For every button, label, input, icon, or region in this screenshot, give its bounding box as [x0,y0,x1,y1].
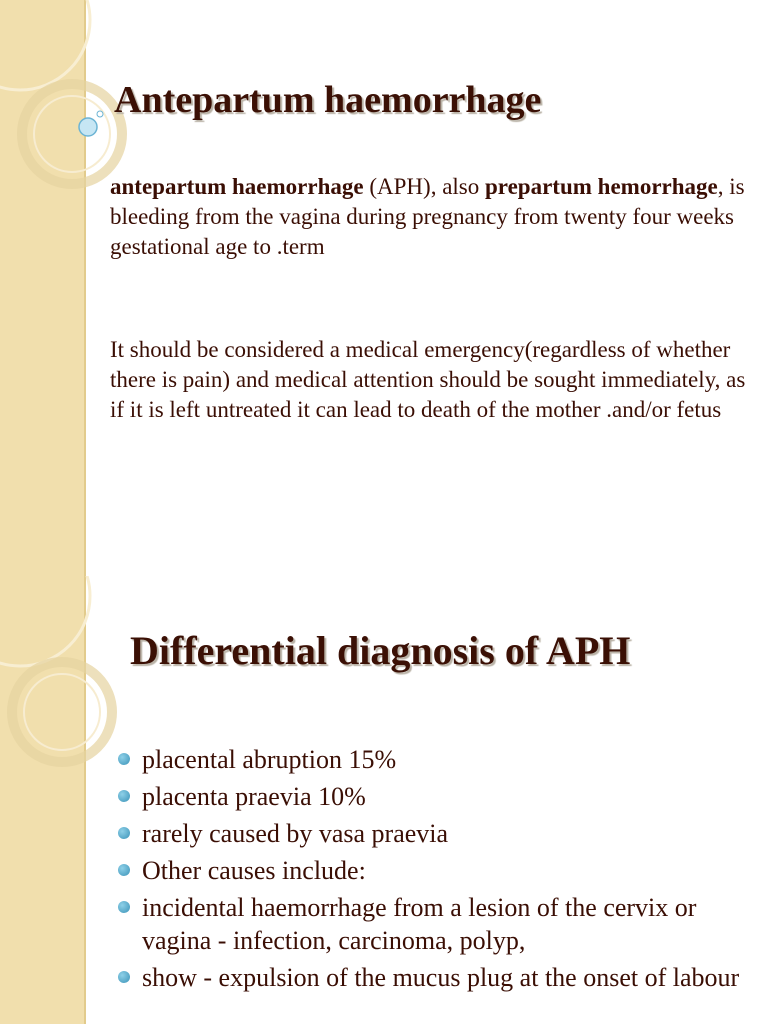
slide-differential-diagnosis [0,576,768,1024]
bullet-icon [118,753,130,765]
slide-title: Antepartum haemorrhage [114,79,542,121]
list-item: placenta praevia 10% [118,780,758,813]
bullet-icon [118,790,130,802]
list-item: show - expulsion of the mucus plug at the onset of labour [118,961,758,994]
abbrev-text: (APH), also [363,174,485,199]
decorative-circles [0,576,130,836]
bullet-icon [118,971,130,983]
list-item: Other causes include: [118,854,758,887]
bullet-icon [118,827,130,839]
term-hemorrhage: hemorrhage [597,174,718,199]
bullet-icon [118,864,130,876]
bullet-list [118,743,758,998]
list-item: rarely caused by vasa praevia [118,817,758,850]
definition-rest: , is bleeding from the vagina during pregnancy from twenty four weeks gestational age to .term [110,174,745,259]
emergency-paragraph: It should be considered a medical emergency(regardless of whether there is pain) and medical attention should be sought immediately, as if it is left untreated it can lead to death of the mother .and/or fetus [110,337,746,422]
term-antepartum: antepartum haemorrhage [110,174,364,199]
list-item: incidental haemorrhage from a lesion of the cervix or vagina - infection, carcinoma, polyp, [118,891,758,957]
list-item: placental abruption 15% [118,743,758,776]
bullet-icon [118,901,130,913]
definition-paragraph [110,172,750,262]
term-prepartum: prepartum [485,174,592,199]
slide-title: Differential diagnosis of APH [130,628,631,673]
